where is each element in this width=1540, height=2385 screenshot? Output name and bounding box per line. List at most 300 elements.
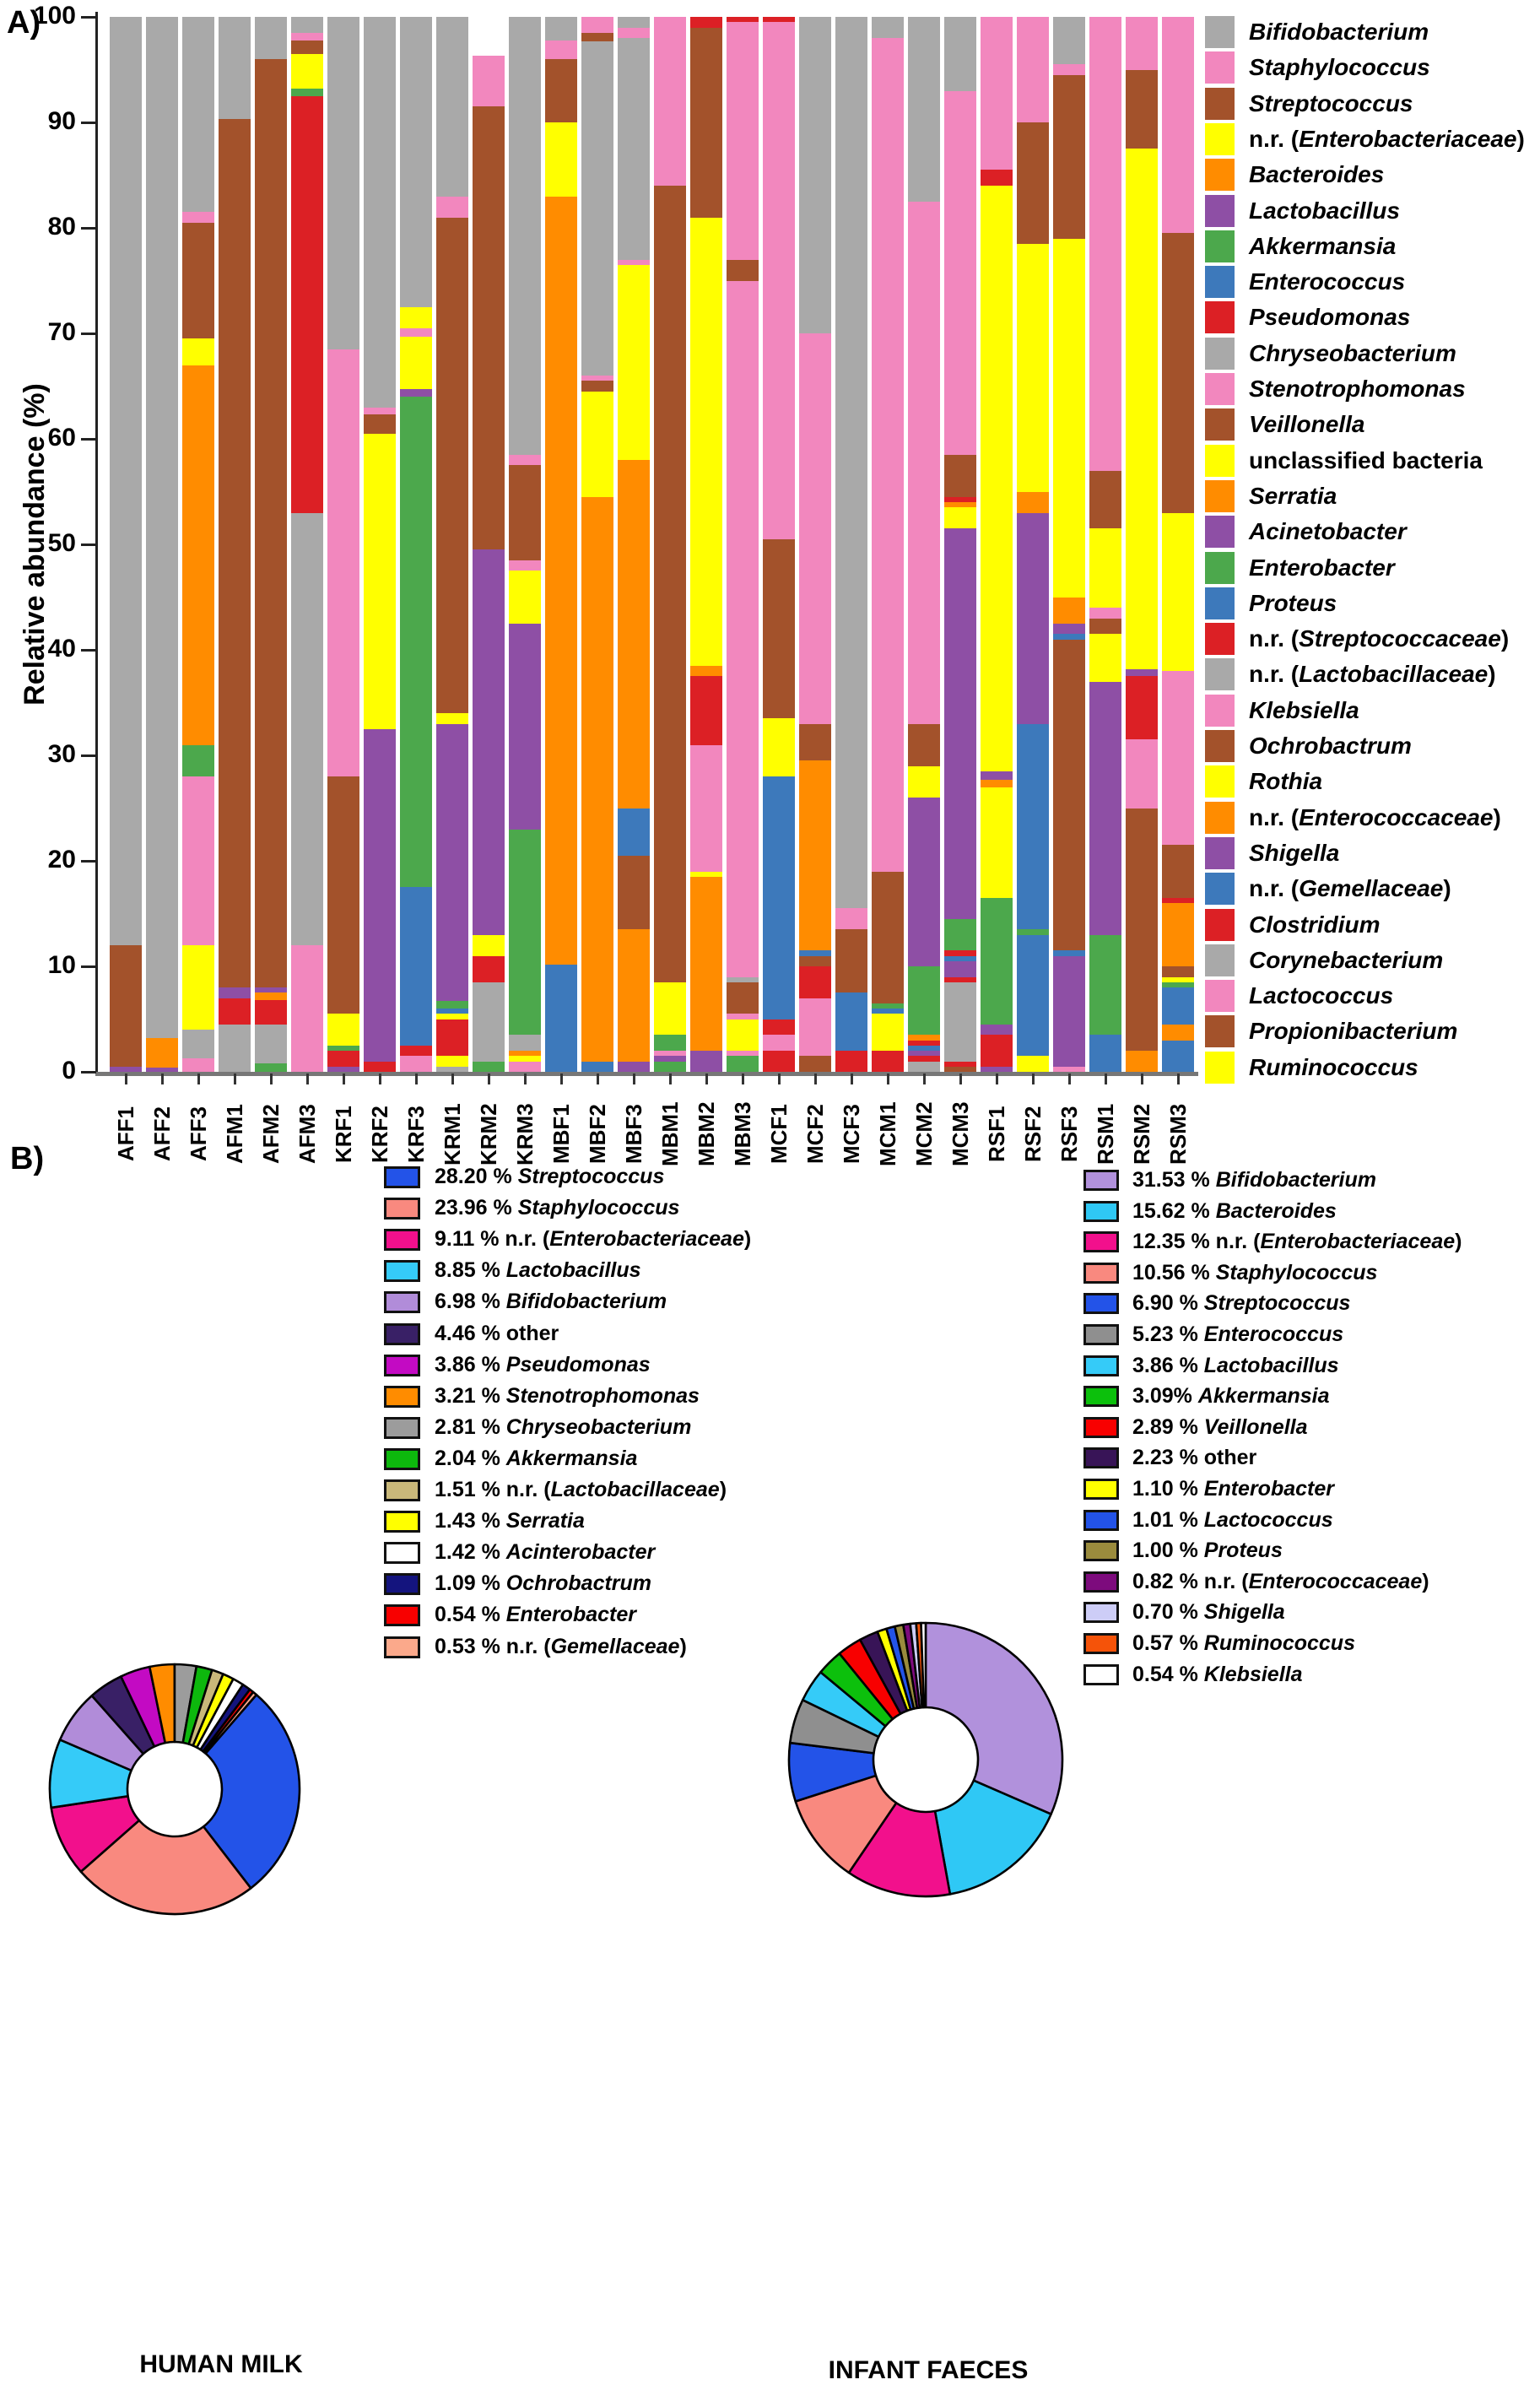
legend-b-row — [1083, 1663, 1522, 1686]
legend-a-row — [1205, 479, 1538, 513]
legend-b-swatch — [384, 1260, 420, 1282]
legend-label-taxon: Lactobacillus — [505, 1258, 641, 1283]
legend-label-taxon: Enterobacter — [1203, 1477, 1334, 1501]
bar-segment-shigella — [944, 528, 976, 919]
bar-segment-lactococcus — [509, 560, 541, 571]
donut-chart-human-milk — [45, 1659, 305, 1919]
x-label-AFM1: AFM1 — [222, 1104, 247, 1165]
legend-b-swatch — [384, 1417, 420, 1439]
bar-segment-streptococcus — [727, 982, 759, 1014]
bar-RSF1 — [981, 17, 1013, 1072]
legend-label-taxon: Gemellaceae — [550, 1634, 680, 1658]
bar-segment-pseudomonas — [291, 96, 323, 513]
x-label-KRF2: KRF2 — [367, 1106, 392, 1163]
bar-segment-bacteroides — [618, 929, 650, 1061]
legend-label-taxon: Proteus — [1249, 589, 1337, 616]
bar-segment-proteus — [1053, 634, 1085, 639]
legend-label-taxon: Clostridium — [1249, 911, 1381, 938]
bar-segment-bifidobacterium — [618, 38, 650, 260]
legend-a-swatch — [1205, 516, 1235, 548]
bar-segment-staphylococcus — [473, 56, 505, 106]
legend-label-taxon: Staphylococcus — [1215, 1260, 1378, 1284]
legend-a-row — [1205, 657, 1538, 691]
legend-a-swatch — [1205, 765, 1235, 798]
legend-a-label — [1249, 765, 1322, 798]
legend-b-swatch — [1083, 1386, 1119, 1407]
legend-b-label — [435, 1509, 585, 1533]
bar-segment-corynebacterium — [291, 513, 323, 946]
y-tick-mark — [81, 16, 96, 19]
legend-label-taxon: Shigella — [1249, 839, 1340, 866]
bar-segment-veillonella — [1089, 471, 1121, 529]
legend-label-plain: 15.62 % — [1132, 1198, 1216, 1223]
legend-b-swatch — [1083, 1447, 1119, 1468]
legend-a-swatch — [1205, 658, 1235, 690]
y-tick-mark — [81, 122, 96, 124]
bar-segment-enterobacteriaceae — [654, 982, 686, 1036]
x-tick-mark — [742, 1074, 744, 1084]
legend-a-swatch — [1205, 695, 1235, 727]
legend-b-swatch — [384, 1291, 420, 1313]
bar-segment-veillonella — [763, 539, 795, 719]
legend-b-row — [384, 1540, 823, 1564]
bar-segment-stenotrophomonas — [763, 22, 795, 539]
legend-b-row — [1083, 1322, 1522, 1346]
x-label-KRM1: KRM1 — [440, 1103, 465, 1165]
legend-b-row — [384, 1635, 823, 1658]
bar-segment-corynebacterium — [219, 1025, 251, 1072]
bar-segment-staphylococcus — [618, 260, 650, 265]
bar-segment-klebsiella — [1017, 17, 1049, 122]
bar-segment-unclassified-bacteria — [1089, 528, 1121, 608]
legend-label-plain: ) — [1500, 625, 1510, 652]
legend-label-plain: n.r. ( — [1249, 661, 1300, 688]
legend-label-taxon: Lactobacillaceae — [550, 1478, 720, 1501]
bar-segment-bacteroides — [1126, 1051, 1158, 1072]
bar-segment-veillonella — [618, 856, 650, 930]
bar-segment-streptococcus — [1126, 70, 1158, 149]
legend-a-row — [1205, 158, 1538, 192]
x-label-RSF3: RSF3 — [1056, 1106, 1082, 1163]
legend-b-swatch — [1083, 1633, 1119, 1654]
x-label-KRF1: KRF1 — [331, 1106, 356, 1163]
legend-a-row — [1205, 300, 1538, 334]
bar-segment-bacteroides — [618, 460, 650, 809]
bar-MBM1 — [654, 17, 686, 1072]
legend-b-row — [384, 1165, 823, 1188]
bar-segment-akkermansia — [291, 89, 323, 96]
bar-segment-corynebacterium — [727, 977, 759, 982]
legend-label-plain: 5.23 % — [1132, 1322, 1204, 1346]
x-tick-mark — [343, 1074, 345, 1084]
bar-segment-streptococcus — [291, 41, 323, 54]
bar-segment-proteus — [618, 809, 650, 856]
bar-segment-bacteroides — [690, 877, 722, 1051]
x-label-RSF2: RSF2 — [1020, 1106, 1046, 1163]
bar-segment-lactococcus — [799, 998, 831, 1057]
legend-a-swatch — [1205, 408, 1235, 441]
bar-segment-enterococcaceae — [799, 760, 831, 950]
bar-KRM2 — [473, 17, 505, 1072]
bar-segment-streptococcus — [581, 33, 613, 41]
legend-a-swatch — [1205, 909, 1235, 941]
legend-label-plain: 23.96 % — [435, 1196, 518, 1220]
bar-segment-acinetobacter — [364, 729, 396, 1062]
bar-segment-veillonella — [1162, 845, 1194, 898]
legend-label-taxon: Lactobacillaceae — [1299, 661, 1489, 688]
legend-a-row — [1205, 372, 1538, 406]
legend-a-swatch — [1205, 266, 1235, 298]
legend-label-taxon: Akkermansia — [1197, 1384, 1330, 1409]
legend-b-label — [1132, 1631, 1355, 1655]
bar-segment-bifidobacterium — [799, 17, 831, 333]
legend-b-row — [384, 1353, 823, 1376]
legend-b-label — [1132, 1663, 1303, 1686]
bar-RSF2 — [1017, 17, 1049, 1072]
legend-b-swatch — [384, 1511, 420, 1533]
legend-b-label — [435, 1447, 637, 1470]
legend-a-swatch — [1205, 16, 1235, 48]
bar-segment-corynebacterium — [255, 1025, 287, 1063]
legend-label-plain: 1.42 % — [435, 1540, 506, 1565]
x-label-RSM1: RSM1 — [1093, 1103, 1118, 1165]
legend-a-row — [1205, 337, 1538, 370]
legend-label-plain: 6.98 % — [435, 1290, 506, 1314]
bar-segment-proteus — [1017, 724, 1049, 930]
bar-segment-corynebacterium — [473, 982, 505, 1062]
bar-segment-veillonella — [944, 455, 976, 497]
legend-a-swatch — [1205, 123, 1235, 155]
legend-b-row — [384, 1447, 823, 1470]
legend-a-row — [1205, 729, 1538, 763]
x-label-AFM3: AFM3 — [294, 1104, 320, 1165]
legend-label-taxon: Serratia — [505, 1509, 585, 1533]
legend-a-row — [1205, 15, 1538, 49]
legend-b-label — [435, 1322, 559, 1345]
y-tick-label: 100 — [33, 2, 76, 30]
pie-title-human-milk: HUMAN MILK — [139, 2350, 303, 2378]
bar-segment-unclassified-bacteria — [1126, 149, 1158, 668]
bar-segment-proteus — [400, 887, 432, 1046]
bar-MCF2 — [799, 17, 831, 1072]
y-tick-label: 0 — [62, 1057, 76, 1084]
legend-label-plain: 1.01 % — [1132, 1507, 1204, 1532]
legend-label-plain: n.r. ( — [1249, 803, 1300, 830]
legend-label-taxon: Enterobacteriaceae — [1260, 1230, 1456, 1254]
legend-b-label — [1132, 1600, 1285, 1624]
legend-b-row — [1083, 1415, 1522, 1439]
legend-label-plain: 6.90 % — [1132, 1291, 1204, 1316]
bar-segment-gemellaceae — [1053, 950, 1085, 955]
legend-a-swatch — [1205, 1015, 1235, 1047]
legend-b-row — [384, 1415, 823, 1439]
bar-segment-pseudomonas — [219, 998, 251, 1025]
legend-label-taxon: Enterobacteriaceae — [549, 1227, 744, 1252]
bar-segment-gemellaceae — [436, 1009, 468, 1014]
legend-b-swatch — [1083, 1263, 1119, 1284]
y-tick-mark — [81, 649, 96, 652]
x-label-RSF1: RSF1 — [984, 1106, 1009, 1163]
bar-segment-bifidobacterium — [436, 17, 468, 197]
bar-segment-stenotrophomonas — [1162, 17, 1194, 233]
bar-segment-stenotrophomonas — [981, 17, 1013, 170]
bar-segment-enterobacter — [981, 898, 1013, 1025]
bar-segment-rothia — [944, 507, 976, 528]
legend-b-row — [384, 1258, 823, 1282]
legend-a-row — [1205, 801, 1538, 835]
y-tick-mark — [81, 544, 96, 546]
bar-segment-lactococcus — [835, 908, 867, 929]
x-tick-mark — [887, 1074, 889, 1084]
bar-segment-enterobacteriaceae — [581, 392, 613, 497]
bar-segment-lactococcus — [400, 328, 432, 337]
bar-segment-enterobacter — [1017, 929, 1049, 934]
bar-segment-gemellaceae — [763, 776, 795, 1019]
bar-MBF2 — [581, 17, 613, 1072]
bar-segment-staphylococcus — [545, 41, 577, 60]
bar-segment-gemellaceae — [908, 1046, 940, 1051]
y-tick-mark — [81, 333, 96, 335]
bar-segment-staphylococcus — [581, 17, 613, 33]
bar-segment-stenotrophomonas — [799, 333, 831, 724]
legend-a-row — [1205, 551, 1538, 585]
x-label-MBM1: MBM1 — [657, 1101, 683, 1167]
legend-label-taxon: Chryseobacterium — [1249, 339, 1456, 366]
legend-label-taxon: Enterobacter — [505, 1603, 636, 1627]
legend-label-taxon: Gemellaceae — [1299, 875, 1444, 902]
x-label-MCM3: MCM3 — [948, 1101, 973, 1167]
legend-label-plain: 3.09% — [1132, 1384, 1198, 1409]
bar-segment-acinetobacter — [1053, 624, 1085, 635]
bar-segment-gemellaceae — [1162, 1041, 1194, 1073]
legend-b-swatch — [1083, 1602, 1119, 1623]
bar-segment-streptococcaceae — [763, 17, 795, 22]
bar-segment-unclassified-bacteria — [690, 218, 722, 666]
legend-label-taxon: Lactobacillus — [1249, 197, 1400, 224]
bar-segment-ochrobactrum — [1053, 75, 1085, 239]
bar-segment-enterococcaceae — [908, 1035, 940, 1040]
bar-RSF3 — [1053, 17, 1085, 1072]
legend-label-plain: 2.81 % — [435, 1414, 506, 1439]
bar-segment-gemellaceae — [1017, 935, 1049, 1057]
bar-segment-akkermansia — [182, 745, 214, 777]
legend-b-swatch — [1083, 1170, 1119, 1191]
legend-label-taxon: Enterococcus — [1249, 268, 1406, 295]
bar-segment-gemellaceae — [581, 1062, 613, 1073]
legend-label-plain: ) — [1488, 661, 1496, 688]
legend-label-plain: 31.53 % — [1132, 1168, 1216, 1192]
bar-segment-veillonella — [799, 956, 831, 967]
bar-segment-lactobacillus — [654, 1056, 686, 1061]
bar-segment-shigella — [908, 798, 940, 966]
legend-a-label — [1249, 194, 1400, 228]
x-label-MBF1: MBF1 — [548, 1104, 574, 1165]
legend-label-taxon: Staphylococcus — [517, 1196, 680, 1220]
x-tick-mark — [1032, 1074, 1035, 1084]
legend-label-taxon: Stenotrophomonas — [505, 1383, 700, 1408]
legend-label-plain: 1.00 % — [1132, 1539, 1204, 1563]
bar-segment-serratia — [1053, 598, 1085, 624]
bar-segment-corynebacterium — [509, 1035, 541, 1051]
legend-label-taxon: Staphylococcus — [1249, 54, 1430, 81]
legend-b-label — [435, 1540, 655, 1564]
legend-label-plain: 1.09 % — [435, 1571, 506, 1596]
legend-a-label — [1249, 908, 1381, 942]
legend-a-swatch — [1205, 873, 1235, 905]
bar-segment-klebsiella — [1162, 671, 1194, 845]
legend-label-taxon: Shigella — [1203, 1600, 1285, 1625]
x-tick-mark — [451, 1074, 454, 1084]
bar-segment-clostridium — [763, 1051, 795, 1072]
legend-a-label — [1249, 87, 1413, 121]
x-label-MBF2: MBF2 — [585, 1104, 610, 1165]
bar-segment-streptococcaceae — [436, 1051, 468, 1056]
legend-b-swatch — [384, 1542, 420, 1564]
bar-segment-clostridium — [436, 1019, 468, 1052]
legend-b-row — [1083, 1230, 1522, 1253]
bar-segment-veillonella — [364, 414, 396, 434]
legend-label-plain: ) — [1455, 1230, 1462, 1254]
legend-a-swatch — [1205, 587, 1235, 619]
bar-segment-enterobacteriaceae — [436, 1056, 468, 1067]
bar-segment-enterobacteriaceae — [545, 122, 577, 197]
bar-segment-klebsiella — [727, 281, 759, 977]
bar-segment-enterococcaceae — [1162, 1025, 1194, 1041]
legend-b-label — [1132, 1477, 1334, 1501]
legend-b-label — [1132, 1291, 1350, 1315]
legend-label-taxon: Pseudomonas — [1249, 304, 1411, 331]
bar-segment-acinetobacter — [400, 389, 432, 397]
bar-MCF3 — [835, 17, 867, 1072]
bar-segment-rothia — [327, 1014, 359, 1046]
legend-a-row — [1205, 408, 1538, 441]
legend-b-label — [435, 1258, 641, 1282]
bar-segment-klebsiella — [654, 17, 686, 186]
legend-label-taxon: Streptococcus — [1203, 1291, 1351, 1316]
legend-b-swatch — [384, 1355, 420, 1376]
bar-segment-lactococcus — [291, 33, 323, 41]
y-tick-label: 60 — [47, 424, 76, 452]
bar-segment-enterobacteriaceae — [727, 1019, 759, 1052]
bar-segment-unclassified-bacteria — [436, 1014, 468, 1019]
legend-b-label — [1132, 1199, 1337, 1223]
bar-segment-acinetobacter — [944, 961, 976, 977]
bar-segment-clostridium — [364, 1062, 396, 1073]
x-label-MBF3: MBF3 — [621, 1104, 646, 1165]
bar-segment-veillonella — [509, 465, 541, 560]
bar-segment-staphylococcus — [727, 1014, 759, 1019]
bar-segment-enterobacter — [1089, 935, 1121, 1036]
bar-segment-shigella — [473, 549, 505, 934]
x-tick-mark — [524, 1074, 527, 1084]
bar-segment-bifidobacterium — [581, 41, 613, 376]
x-tick-mark — [778, 1074, 781, 1084]
bar-segment-staphylococcus — [291, 945, 323, 1072]
bar-AFF1 — [110, 17, 142, 1072]
legend-a-label — [1249, 122, 1525, 156]
legend-a-label — [1249, 15, 1429, 49]
legend-a-swatch — [1205, 230, 1235, 262]
bar-segment-enterococcaceae — [981, 780, 1013, 787]
bar-segment-gemellaceae — [799, 950, 831, 955]
bar-segment-bifidobacterium — [327, 17, 359, 349]
legend-label-plain: 1.43 % — [435, 1509, 506, 1533]
bar-KRM3 — [509, 17, 541, 1072]
bar-segment-enterobacter — [908, 966, 940, 1035]
bar-segment-clostridium — [981, 1035, 1013, 1067]
legend-b-label — [1132, 1322, 1343, 1346]
x-label-MBM2: MBM2 — [694, 1101, 719, 1167]
bar-segment-gemellaceae — [545, 965, 577, 1073]
bar-segment-veillonella — [799, 1056, 831, 1072]
legend-a-row — [1205, 587, 1538, 620]
legend-b-row — [384, 1227, 823, 1251]
legend-a-label — [1249, 51, 1430, 84]
x-tick-mark — [560, 1074, 563, 1084]
bar-segment-stenotrophomonas — [327, 349, 359, 776]
bar-segment-enterobacter — [436, 1001, 468, 1009]
legend-label-taxon: Enterococcaceae — [1299, 803, 1494, 830]
legend-label-taxon: Acinterobacter — [505, 1540, 656, 1565]
legend-b-row — [1083, 1384, 1522, 1408]
legend-label-plain: 0.54 % — [1132, 1662, 1204, 1686]
legend-label-taxon: Chryseobacterium — [505, 1414, 692, 1439]
legend-label-taxon: Rothia — [1249, 768, 1323, 795]
legend-b-label — [435, 1571, 651, 1595]
legend-a-label — [1249, 694, 1359, 727]
bar-segment-clostridium — [327, 1051, 359, 1067]
legend-b-row — [384, 1196, 823, 1220]
x-tick-mark — [125, 1074, 127, 1084]
legend-label-plain: 2.04 % — [435, 1446, 506, 1470]
legend-a-row — [1205, 87, 1538, 121]
legend-b-label — [435, 1478, 727, 1501]
x-label-AFF3: AFF3 — [186, 1106, 211, 1162]
bar-segment-streptococcaceae — [944, 950, 976, 955]
legend-label-plain: ) — [1516, 125, 1525, 152]
legend-a-row — [1205, 872, 1538, 906]
legend-a-row — [1205, 194, 1538, 228]
legend-label-plain: unclassified bacteria — [1249, 446, 1483, 473]
legend-b-label — [1132, 1168, 1376, 1192]
bar-segment-staphylococcus — [1126, 17, 1158, 70]
bar-MCM1 — [872, 17, 904, 1072]
legend-b-label — [435, 1165, 664, 1188]
bar-segment-bifidobacterium — [182, 17, 214, 212]
bar-segment-enterococcaceae — [509, 1051, 541, 1056]
bar-AFM3 — [291, 17, 323, 1072]
bar-segment-clostridium — [763, 1019, 795, 1036]
legend-a-label — [1249, 444, 1483, 478]
legend-label-taxon: Akkermansia — [505, 1446, 638, 1470]
bar-segment-veillonella — [908, 724, 940, 766]
legend-label-taxon: Bifidobacterium — [1215, 1168, 1376, 1192]
legend-a-label — [1249, 872, 1451, 906]
legend-label-plain: ) — [1493, 803, 1501, 830]
bar-segment-corynebacterium — [436, 1067, 468, 1072]
legend-a-swatch — [1205, 802, 1235, 834]
bar-segment-staphylococcus — [509, 455, 541, 466]
x-label-AFM2: AFM2 — [258, 1104, 284, 1165]
x-tick-mark — [1177, 1074, 1180, 1084]
legend-b-row — [1083, 1508, 1522, 1532]
bar-segment-acinetobacter — [690, 1051, 722, 1072]
bar-segment-rothia — [1053, 239, 1085, 598]
legend-b-swatch — [384, 1448, 420, 1470]
legend-label-taxon: Enterococcaceae — [1248, 1569, 1423, 1593]
legend-label-taxon: Bacteroides — [1249, 161, 1385, 188]
legend-b-row — [384, 1603, 823, 1626]
